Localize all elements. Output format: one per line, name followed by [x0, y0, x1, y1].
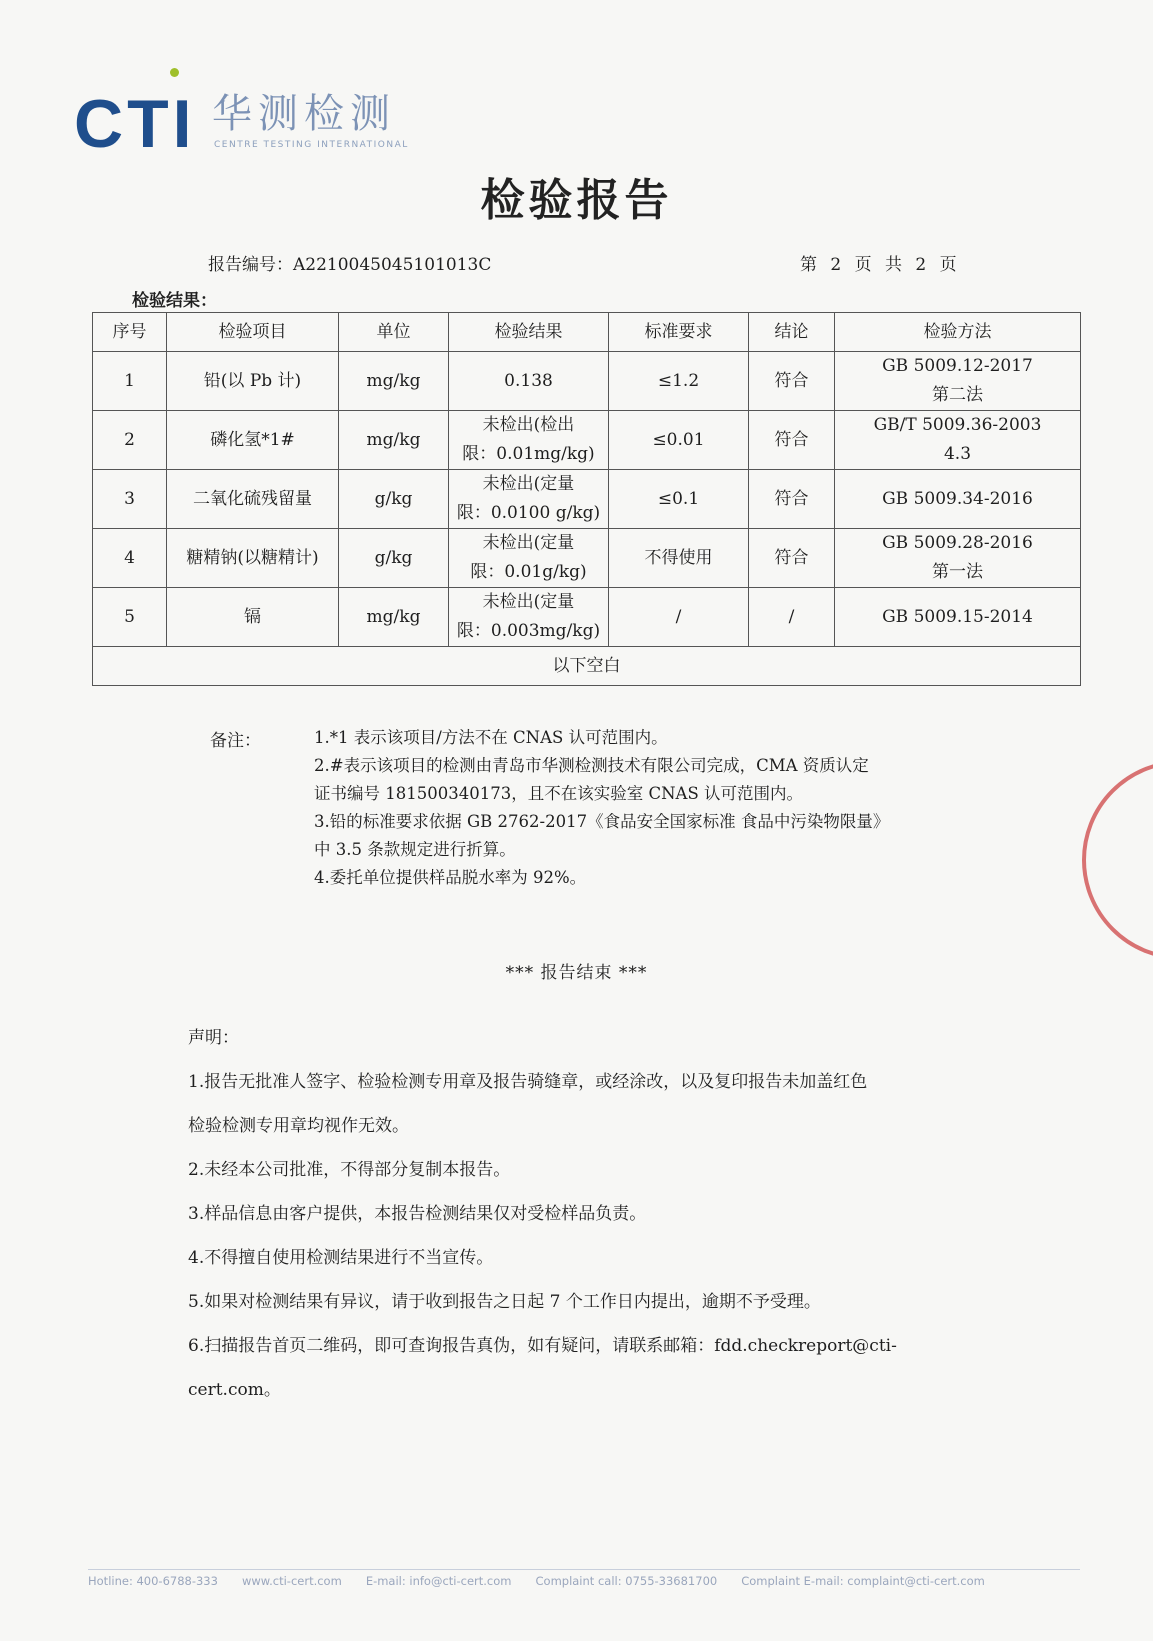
logo-name-cn: 华测检测 [212, 91, 396, 137]
table-row [93, 352, 1081, 411]
cell-method [835, 352, 1081, 411]
table-header-row [93, 313, 1081, 352]
cell-item: 二氧化硫残留量 [167, 470, 339, 529]
cell-standard: / [609, 588, 749, 647]
notes-label: 备注： [210, 731, 261, 751]
notes-list [314, 724, 974, 892]
logo-mark: CTI [74, 86, 196, 162]
declaration-label: 声明： [188, 1028, 239, 1048]
cell-result: 0.138 [449, 352, 609, 411]
note-line: 中 3.5 条款规定进行折算。 [314, 840, 516, 859]
header-unit: 单位 [339, 313, 449, 352]
cell-method [835, 529, 1081, 588]
cell-conclusion: 符合 [749, 352, 835, 411]
declaration-line: 5.如果对检测结果有异议，请于收到报告之日起 7 个工作日内提出，逾期不予受理。 [188, 1292, 821, 1312]
cell-unit: g/kg [339, 470, 449, 529]
footer-divider [88, 1569, 1080, 1570]
report-number: 报告编号：A2210045045101013C [208, 255, 492, 275]
declaration-line: 4.不得擅自使用检测结果进行不当宣传。 [188, 1248, 494, 1268]
method-line2: 第一法 [932, 562, 983, 582]
header-method: 检验方法 [835, 313, 1081, 352]
report-title: 检验报告 [480, 175, 673, 226]
note-line: 4.委托单位提供样品脱水率为 92%。 [314, 868, 587, 887]
table-row [93, 411, 1081, 470]
header-result: 检验结果 [449, 313, 609, 352]
cell-conclusion: 符合 [749, 470, 835, 529]
method-line1: GB 5009.28-2016 [882, 533, 1033, 553]
result-line1: 未检出(定量 [482, 592, 575, 612]
note-line: 3.铅的标准要求依据 GB 2762-2017《食品安全国家标准 食品中污染物限量》 [314, 812, 890, 831]
cell-no: 2 [93, 411, 167, 470]
cell-item: 镉 [167, 588, 339, 647]
cell-conclusion: 符合 [749, 411, 835, 470]
footer-website: www.cti-cert.com [241, 1574, 342, 1588]
cell-no: 4 [93, 529, 167, 588]
cell-item: 糖精钠(以糖精计) [167, 529, 339, 588]
cell-conclusion: 符合 [749, 529, 835, 588]
table-blank-row [93, 647, 1081, 686]
cell-no: 3 [93, 470, 167, 529]
cell-method: GB 5009.34-2016 [835, 470, 1081, 529]
note-line: 证书编号 181500340173，且不在该实验室 CNAS 认可范围内。 [314, 784, 803, 803]
footer-email: E-mail: info@cti-cert.com [365, 1574, 512, 1588]
cell-item: 磷化氢*1# [167, 411, 339, 470]
cell-unit: mg/kg [339, 588, 449, 647]
result-line2: 限：0.01g/kg) [470, 562, 587, 582]
note-line: 1.*1 表示该项目/方法不在 CNAS 认可范围内。 [314, 728, 668, 747]
cell-result [449, 470, 609, 529]
page-footer [88, 1574, 1080, 1588]
cell-result [449, 411, 609, 470]
page-info: 第 2 页 共 2 页 [800, 255, 961, 275]
method-line2: 第二法 [932, 385, 983, 405]
logo-name-en: CENTRE TESTING INTERNATIONAL [214, 140, 409, 150]
cell-method: GB 5009.15-2014 [835, 588, 1081, 647]
method-line1: GB/T 5009.36-2003 [873, 415, 1042, 435]
declaration-line: 3.样品信息由客户提供，本报告检测结果仅对受检样品负责。 [188, 1204, 647, 1224]
cell-result [449, 529, 609, 588]
footer-complaint-call: Complaint call: 0755-33681700 [535, 1574, 718, 1588]
declaration-line: 1.报告无批准人签字、检验检测专用章及报告骑缝章，或经涂改，以及复印报告未加盖红色 [188, 1072, 868, 1092]
method-line2: 4.3 [943, 444, 972, 464]
table-row [93, 588, 1081, 647]
result-line1: 未检出(检出 [482, 415, 575, 435]
cell-no: 5 [93, 588, 167, 647]
section-label: 检验结果： [132, 291, 217, 311]
logo-dot-icon [170, 68, 179, 77]
result-line2: 限：0.003mg/kg) [456, 621, 601, 641]
table-row [93, 529, 1081, 588]
result-line2: 限：0.01mg/kg) [462, 444, 595, 464]
cell-method [835, 411, 1081, 470]
footer-hotline: Hotline: 400-6788-333 [88, 1574, 218, 1588]
result-line1: 未检出(定量 [482, 533, 575, 553]
cell-standard: 不得使用 [609, 529, 749, 588]
cell-unit: g/kg [339, 529, 449, 588]
method-line1: GB 5009.12-2017 [882, 356, 1033, 376]
cell-result [449, 588, 609, 647]
cell-standard: ≤0.1 [609, 470, 749, 529]
header-standard: 标准要求 [609, 313, 749, 352]
blank-note: 以下空白 [93, 647, 1081, 686]
declaration-line: 检验检测专用章均视作无效。 [188, 1116, 409, 1136]
declaration-line: 6.扫描报告首页二维码，即可查询报告真伪，如有疑问，请联系邮箱：fdd.checkreport@cti- [188, 1336, 897, 1356]
cell-unit: mg/kg [339, 352, 449, 411]
results-table [92, 312, 1081, 686]
result-line2: 限：0.0100 g/kg) [456, 503, 601, 523]
declaration [188, 1016, 988, 1412]
footer-complaint-email: Complaint E-mail: complaint@cti-cert.com [741, 1574, 985, 1588]
company-logo [74, 68, 434, 162]
declaration-line: cert.com。 [188, 1380, 281, 1400]
result-line1: 未检出(定量 [482, 474, 575, 494]
note-line: 2.#表示该项目的检测由青岛市华测检测技术有限公司完成，CMA 资质认定 [314, 756, 869, 775]
cell-unit: mg/kg [339, 411, 449, 470]
header-item: 检验项目 [167, 313, 339, 352]
header-conclusion: 结论 [749, 313, 835, 352]
table-row [93, 470, 1081, 529]
cell-standard: ≤1.2 [609, 352, 749, 411]
cell-no: 1 [93, 352, 167, 411]
cell-item: 铅(以 Pb 计) [167, 352, 339, 411]
cell-standard: ≤0.01 [609, 411, 749, 470]
declaration-line: 2.未经本公司批准，不得部分复制本报告。 [188, 1160, 511, 1180]
header-no: 序号 [93, 313, 167, 352]
report-end-mark: *** 报告结束 *** [505, 963, 648, 983]
cell-conclusion: / [749, 588, 835, 647]
company-seal-stamp [1082, 760, 1153, 960]
